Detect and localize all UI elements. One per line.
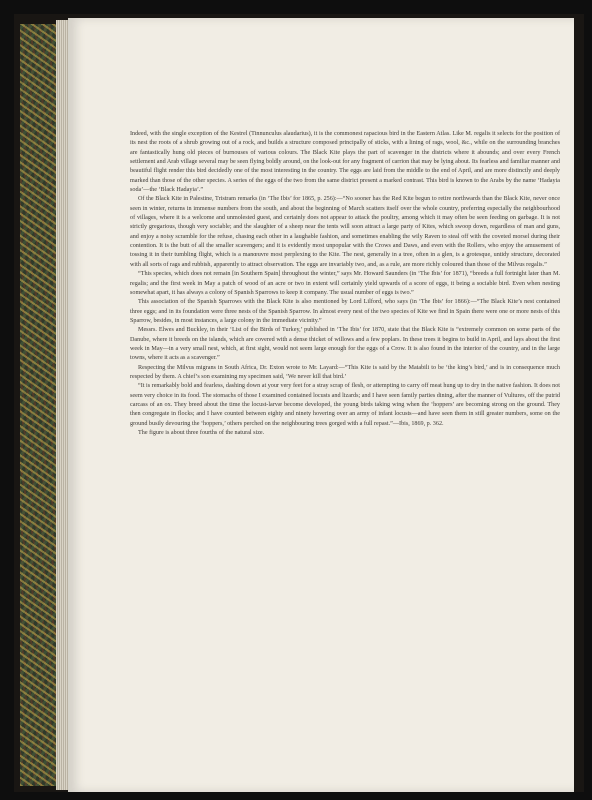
body-text (130, 130, 560, 438)
paragraph: Indeed, with the single exception of the Kestrel (Tinnunculus alaudarius), it is the commonest rapacious bird in the Eastern Atlas. Like M. regalis it selects for the position of its nest the roots of a shrub growing out of a rock, and builds a structure composed principally of sticks, with a lining of rags, wool, &c., while on the surrounding branches are fantastically hung old pieces of burnouses of various colours. The Black Kite plays the part of scavenger in the districts where it abounds; and over every French settlement and Arab village several may be seen flying boldly around, on the look-out for any fragment of carrion that may be lying about. Its fearless and familiar manner and beautiful flight render this bird decidedly one of the most interesting in the country. The eggs are laid from the middle to the end of April, and are more distinctly and deeply marked than those of the other species. A series of the eggs of the two from the same district present a marked contrast. This bird is known to the Arabs by the name ‘Hadayia soda’—the ‘Black Hadayia’.” (130, 131, 560, 194)
paragraph: The figure is about three fourths of the natural size. (138, 430, 265, 436)
paragraph: Messrs. Elwes and Buckley, in their ‘List of the Birds of Turkey,’ published in ‘The Ibis’ for 1870, state that the Black Kite is “extremely common on some parts of the Danube, where it breeds on the islands, which are covered with a dense thicket of willows and a few poplars. In these trees it begins to build in April, and lays about the first week in May—in a very small nest, which, at first sight, would not seem large enough for the eggs of a Crow. It is also found in the interior of the country, and in the large towns, where it acts as a scavenger.” (130, 327, 560, 362)
paragraph: This association of the Spanish Sparrows with the Black Kite is also mentioned by Lord Lilford, who says (in ‘The Ibis’ for 1866):—“The Black Kite’s nest contained three eggs; and in its foundation were three nests of the Spanish Sparrow. In almost every nest of the two species of Kite we find in Spain there were one or more nests of this Sparrow, besides, in most instances, a large colony in the immediate vicinity.” (130, 299, 560, 324)
paragraph: Respecting the Milvus migrans in South Africa, Dr. Exton wrote to Mr. Layard:—“This Kite is said by the Matabili to be ‘the king’s bird,’ and is in consequence much respected by them. A chief’s son examining my specimen said, ‘We never kill that bird.’ (130, 364, 560, 380)
paragraph: Of the Black Kite in Palestine, Tristram remarks (in ‘The Ibis’ for 1865, p. 256):—“No sooner has the Red Kite begun to retire northwards than the Black Kite, never once seen in winter, returns in immense numbers from the south, and about the beginning of March scatters itself over the whole country, preferring especially the neighbourhood of villages, where it is a welcome and unmolested guest, and certainly does not appear to attack the poultry, among which it may often be seen feeding on garbage. It is not strictly gregarious, though very sociable; and the slaughter of a sheep near the tents will soon attract a large party of Kites, which swoop down, regardless of man and guns, and enjoy a noisy scramble for the refuse, chasing each other in a laughable fashion, and sometimes enabling the wily Raven to steal off with the coveted morsel during their contention. It is the butt of all the smaller scavengers; and it is evidently most unpopular with the Crows and Daws, and even with the Rollers, who enjoy the amusement of tossing it in their tumbling flight, which is a manœuvre most perplexing to the Kite. The nest, generally in a tree, often in a glen, is a grotesque, untidy structure, decorated with all sorts of rags and rubbish, apparently to attract observation. The eggs are invariably two, and, as a rule, are more richly coloured than those of the Milvus regalis.” (130, 196, 560, 268)
marbled-endpaper (20, 24, 58, 786)
paragraph: “It is remarkably bold and fearless, dashing down at your very feet for a stray scrap of flesh, or attempting to carry off meat hung up to dry in the native fashion. It does not seem very choice in its food. The stomachs of those I examined contained locusts and lizards; and I have seen family parties dining, after the manner of Vultures, off the putrid carcass of an ox. They breed about the time the locust-larvæ become developed, the young birds taking wing when the ‘hoppers’ are becoming strong on the ground. They then congregate in flocks; and I have counted between eighty and ninety hovering over an army of infant locusts—and have seen them in still greater numbers, some on the ground busily devouring the ‘hoppers,’ others perched on the neighbouring trees gorged with a full repast.”—Ibis, 1869, p. 362. (130, 383, 560, 427)
paragraph: “This species, which does not remain [in Southern Spain] throughout the winter,” says Mr. Howard Saunders (in ‘The Ibis’ for 1871), “breeds a full fortnight later than M. regalis; and the first week in May a patch of wood of an acre or two in extent will certainly yield upwards of a score of eggs, it being a sociable bird. Even when nesting somewhat apart, it has always a colony of Spanish Sparrows to keep it company. The usual number of eggs is two.” (130, 271, 560, 296)
book-page (68, 18, 574, 792)
